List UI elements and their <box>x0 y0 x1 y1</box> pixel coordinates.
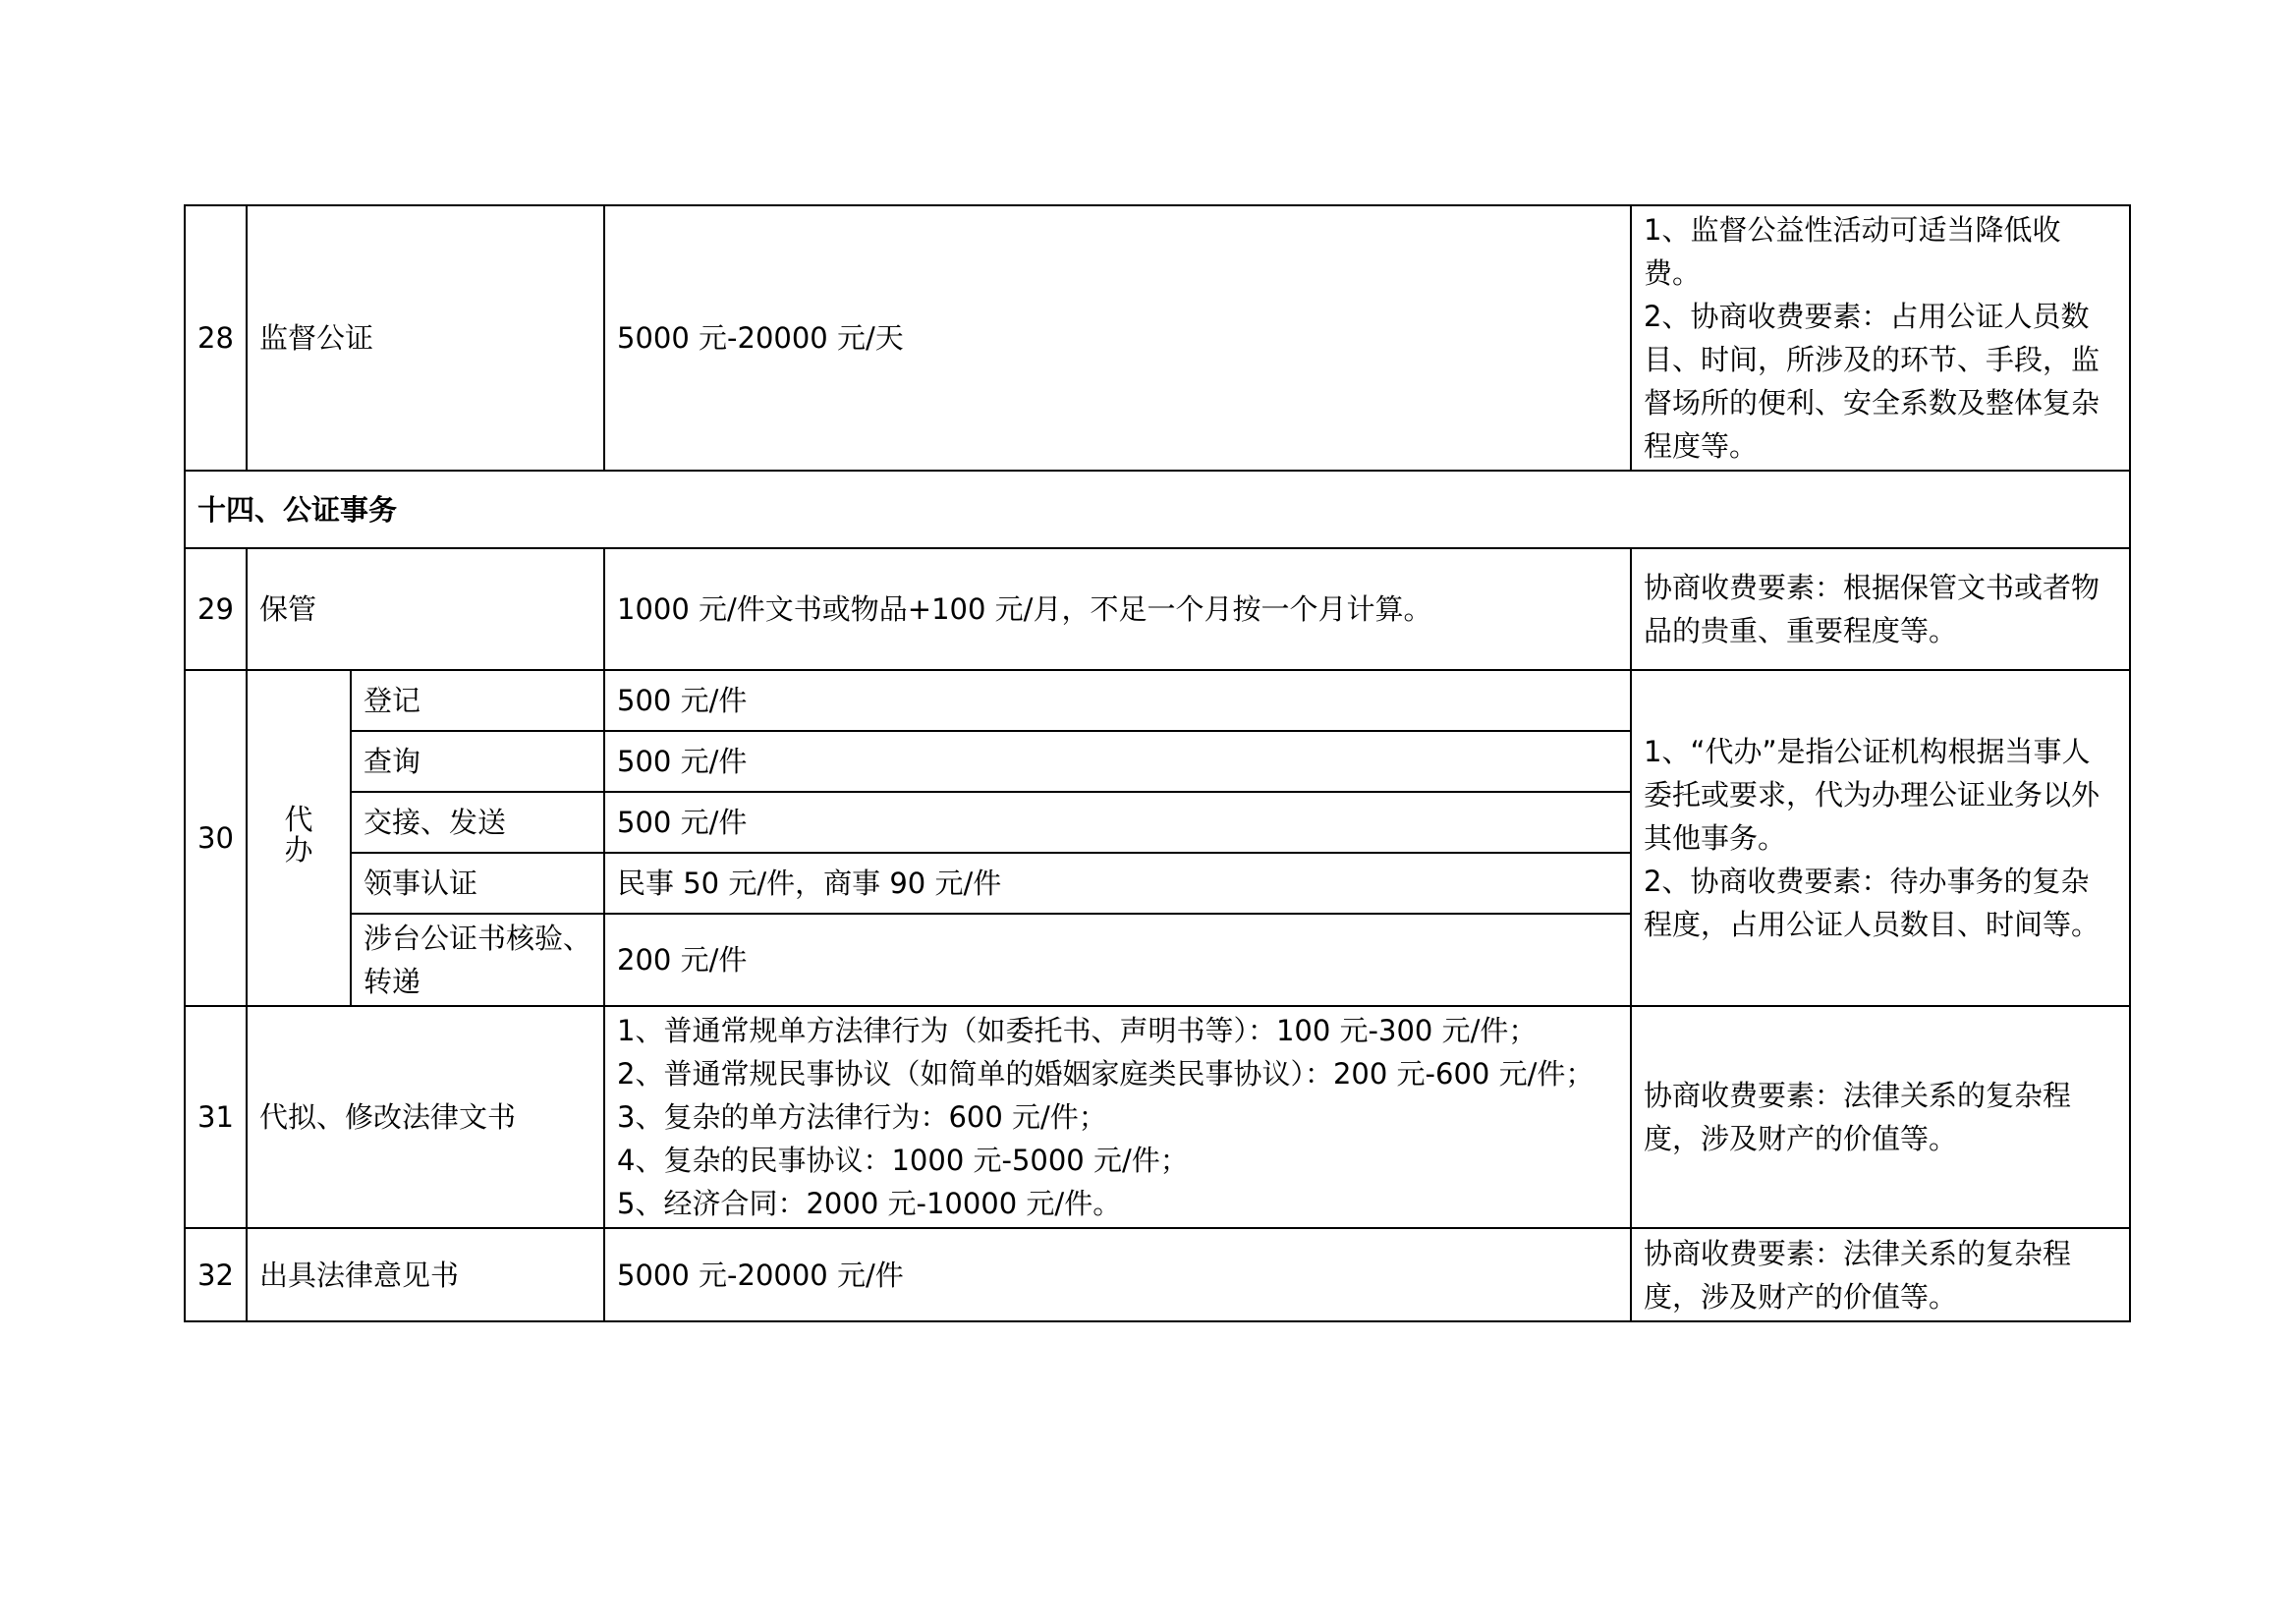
row-number: 28 <box>185 205 247 471</box>
fee-standard: 1000 元/件文书或物品+100 元/月，不足一个月按一个月计算。 <box>604 548 1631 670</box>
fee-line: 5、经济合同：2000 元-10000 元/件。 <box>617 1187 1122 1220</box>
item-name: 出具法律意见书 <box>247 1228 604 1321</box>
notes-cell <box>1631 548 2130 670</box>
item-name: 保管 <box>247 548 604 670</box>
sub-item-name: 查询 <box>351 731 604 792</box>
fee-line: 2、普通常规民事协议（如简单的婚姻家庭类民事协议）：200 元-600 元/件； <box>617 1057 1595 1091</box>
fee-standard <box>604 1006 1631 1228</box>
note-line: 协商收费要素：法律关系的复杂程度，涉及财产的价值等。 <box>1644 1236 2072 1314</box>
sub-item-name: 交接、发送 <box>351 792 604 853</box>
sub-item-name: 领事认证 <box>351 853 604 914</box>
table-row-32 <box>185 1228 2130 1321</box>
table-row-29 <box>185 548 2130 670</box>
fee-line: 1、普通常规单方法律行为（如委托书、声明书等）：100 元-300 元/件； <box>617 1014 1538 1047</box>
row-number: 31 <box>185 1006 247 1228</box>
fee-standard: 5000 元-20000 元/天 <box>604 205 1631 471</box>
table-row-30-sub <box>185 670 2130 731</box>
fee-standard: 500 元/件 <box>604 792 1631 853</box>
note-line: 2、协商收费要素：待办事务的复杂程度，占用公证人员数目、时间等。 <box>1644 865 2100 941</box>
sub-item-name: 登记 <box>351 670 604 731</box>
table-row-31 <box>185 1006 2130 1228</box>
fee-standard: 5000 元-20000 元/件 <box>604 1228 1631 1321</box>
sub-item-name: 涉台公证书核验、转递 <box>351 914 604 1006</box>
note-line: 协商收费要素：法律关系的复杂程度，涉及财产的价值等。 <box>1644 1079 2072 1155</box>
group-label: 代办 <box>284 803 313 867</box>
fee-line: 4、复杂的民事协议：1000 元-5000 元/件； <box>617 1144 1189 1177</box>
note-line: 1、“代办”是指公证机构根据当事人委托或要求，代为办理公证业务以外其他事务。 <box>1644 735 2100 855</box>
fee-line: 3、复杂的单方法律行为：600 元/件； <box>617 1100 1107 1134</box>
notes-cell <box>1631 205 2130 471</box>
fee-schedule-table <box>184 204 2131 1322</box>
fee-standard: 民事 50 元/件，商事 90 元/件 <box>604 853 1631 914</box>
note-line: 协商收费要素：根据保管文书或者物品的贵重、重要程度等。 <box>1644 571 2100 647</box>
row-number: 29 <box>185 548 247 670</box>
section-header-row <box>185 471 2130 548</box>
notes-cell <box>1631 1006 2130 1228</box>
item-name: 代拟、修改法律文书 <box>247 1006 604 1228</box>
section-title: 十四、公证事务 <box>185 471 2130 548</box>
fee-standard: 500 元/件 <box>604 670 1631 731</box>
row-number: 30 <box>185 670 247 1006</box>
fee-standard: 500 元/件 <box>604 731 1631 792</box>
fee-standard: 200 元/件 <box>604 914 1631 1006</box>
table-row-28 <box>185 205 2130 471</box>
note-line: 1、监督公益性活动可适当降低收费。 <box>1644 213 2061 290</box>
notes-cell <box>1631 1228 2130 1321</box>
group-label-cell <box>247 670 351 1006</box>
row-number: 32 <box>185 1228 247 1321</box>
notes-cell <box>1631 670 2130 1006</box>
item-name: 监督公证 <box>247 205 604 471</box>
note-line: 2、协商收费要素：占用公证人员数目、时间，所涉及的环节、手段，监督场所的便利、安全系数及整体复杂程度等。 <box>1644 300 2100 463</box>
